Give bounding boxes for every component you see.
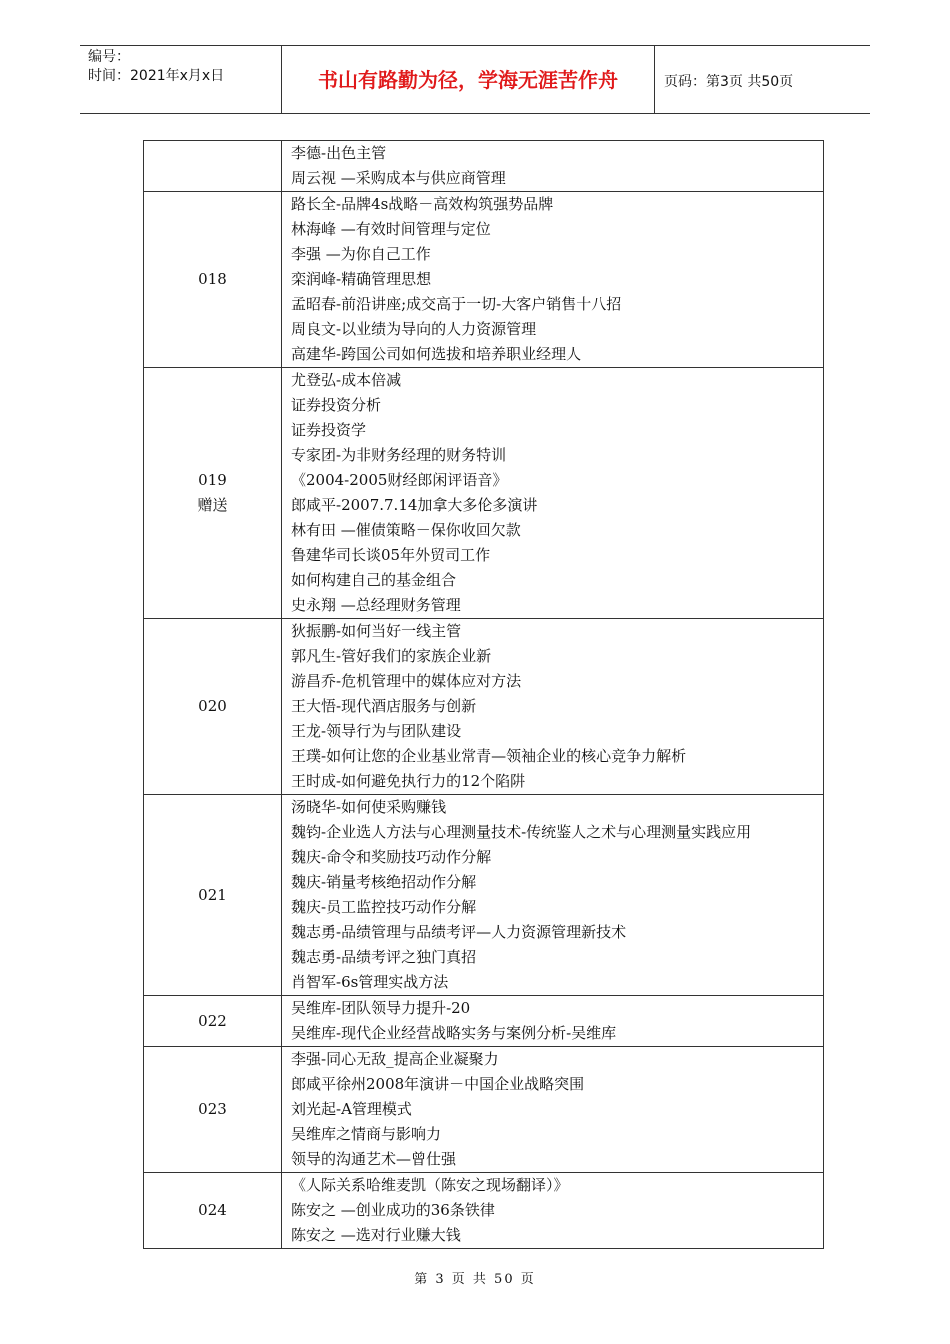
course-item: 王龙-领导行为与团队建设 [291, 722, 462, 740]
header-page-info: 页码：第3页 共50页 [664, 74, 794, 90]
course-list-cell [282, 141, 824, 192]
course-item: 吴维库-现代企业经营战略实务与案例分析-吴维库 [291, 1024, 617, 1042]
course-item: 魏庆-命令和奖励技巧动作分解 [291, 848, 492, 866]
disc-code-cell [144, 368, 282, 619]
course-item: 魏庆-销量考核绝招动作分解 [291, 873, 477, 891]
course-item: 吴维库-团队领导力提升-20 [291, 999, 471, 1017]
course-table [143, 140, 824, 1249]
disc-code: 019 [198, 471, 227, 489]
course-item: 鲁建华司长谈05年外贸司工作 [291, 546, 491, 564]
header-slogan: 书山有路勤为径，学海无涯苦作舟 [318, 68, 618, 92]
course-item: 王璞-如何让您的企业基业常青—领袖企业的核心竞争力解析 [291, 747, 687, 765]
course-item: 魏钧-企业选人方法与心理测量技术-传统鉴人之术与心理测量实践应用 [291, 823, 752, 841]
course-item: 魏志勇-品绩考评之独门真招 [291, 948, 477, 966]
course-item: 魏庆-员工监控技巧动作分解 [291, 898, 477, 916]
course-item: 《人际关系哈维麦凯（陈安之现场翻译）》 [291, 1176, 569, 1194]
table-row [144, 141, 824, 192]
header-top-rule [80, 45, 870, 46]
table-row [144, 795, 824, 996]
document-time-label: 时间：2021年x月x日 [88, 68, 225, 84]
course-item: 孟昭春-前沿讲座;成交高于一切-大客户销售十八招 [291, 295, 622, 313]
disc-code-cell [144, 619, 282, 795]
header-meta [88, 48, 278, 86]
course-item: 周良文-以业绩为导向的人力资源管理 [291, 320, 537, 338]
course-item: 汤晓华-如何使采购赚钱 [291, 798, 447, 816]
header-divider [654, 46, 655, 113]
course-item: 高建华-跨国公司如何选拔和培养职业经理人 [291, 345, 582, 363]
table-row [144, 1047, 824, 1173]
course-item: 游昌乔-危机管理中的媒体应对方法 [291, 672, 522, 690]
course-item: 栾润峰-精确管理思想 [291, 270, 432, 288]
course-list-cell [282, 368, 824, 619]
course-item: 专家团-为非财务经理的财务特训 [291, 446, 507, 464]
disc-code: 022 [198, 1011, 227, 1030]
course-item: 魏志勇-品绩管理与品绩考评—人力资源管理新技术 [291, 923, 627, 941]
course-item: 刘光起-A管理模式 [291, 1100, 412, 1118]
table-row [144, 996, 824, 1047]
course-item: 肖智军-6s管理实战方法 [291, 973, 449, 991]
course-item: 郎咸平-2007.7.14加拿大多伦多演讲 [291, 496, 538, 514]
course-item: 证券投资学 [291, 421, 367, 439]
course-item: 王时成-如何避免执行力的12个陷阱 [291, 772, 526, 790]
course-item: 陈安之 —选对行业赚大钱 [291, 1226, 461, 1244]
course-item: 林有田 —催债策略－保你收回欠款 [291, 521, 521, 539]
course-item: 王大悟-现代酒店服务与创新 [291, 697, 477, 715]
disc-code: 018 [198, 270, 227, 288]
page-footer: 第 3 页 共 50 页 [414, 1272, 536, 1287]
disc-code: 021 [198, 885, 227, 904]
disc-code: 赠送 [197, 496, 228, 514]
course-item: 路长全-品牌4s战略－高效构筑强势品牌 [291, 195, 554, 213]
disc-code-cell [144, 141, 282, 192]
course-item: 如何构建自己的基金组合 [291, 571, 457, 589]
course-list-cell [282, 1047, 824, 1173]
course-item: 《2004-2005财经郎闲评语音》 [291, 471, 508, 489]
course-item: 郭凡生-管好我们的家族企业新 [291, 647, 492, 665]
course-list-cell [282, 619, 824, 795]
course-table-body [144, 141, 824, 1249]
disc-code-cell [144, 192, 282, 368]
document-number-label: 编号： [88, 49, 130, 65]
course-item: 郎咸平徐州2008年演讲－中国企业战略突围 [291, 1075, 585, 1093]
disc-code-cell [144, 1173, 282, 1249]
course-item: 证券投资分析 [291, 396, 382, 414]
course-item: 周云视 —采购成本与供应商管理 [291, 169, 506, 187]
course-item: 尤登弘-成本倍减 [291, 371, 402, 389]
disc-code-cell [144, 795, 282, 996]
course-item: 狄振鹏-如何当好一线主管 [291, 622, 462, 640]
course-item: 领导的沟通艺术—曾仕强 [291, 1150, 457, 1168]
course-item: 李德-出色主管 [291, 144, 387, 162]
course-item: 李强 —为你自己工作 [291, 245, 431, 263]
course-item: 陈安之 —创业成功的36条铁律 [291, 1201, 495, 1219]
course-list-cell [282, 795, 824, 996]
disc-code: 023 [198, 1100, 227, 1118]
course-list-cell [282, 1173, 824, 1249]
course-item: 史永翔 —总经理财务管理 [291, 596, 461, 614]
disc-code-cell [144, 1047, 282, 1173]
course-item: 吴维库之情商与影响力 [291, 1125, 442, 1143]
disc-code: 020 [198, 697, 227, 715]
course-item: 林海峰 —有效时间管理与定位 [291, 220, 491, 238]
table-row [144, 192, 824, 368]
table-row [144, 368, 824, 619]
course-list-cell [282, 192, 824, 368]
course-item: 李强-同心无敌_提高企业凝聚力 [291, 1050, 499, 1068]
course-list-cell [282, 996, 824, 1047]
table-row [144, 619, 824, 795]
header-bottom-rule [80, 113, 870, 114]
table-row [144, 1173, 824, 1249]
disc-code-cell [144, 996, 282, 1047]
disc-code: 024 [198, 1201, 227, 1219]
